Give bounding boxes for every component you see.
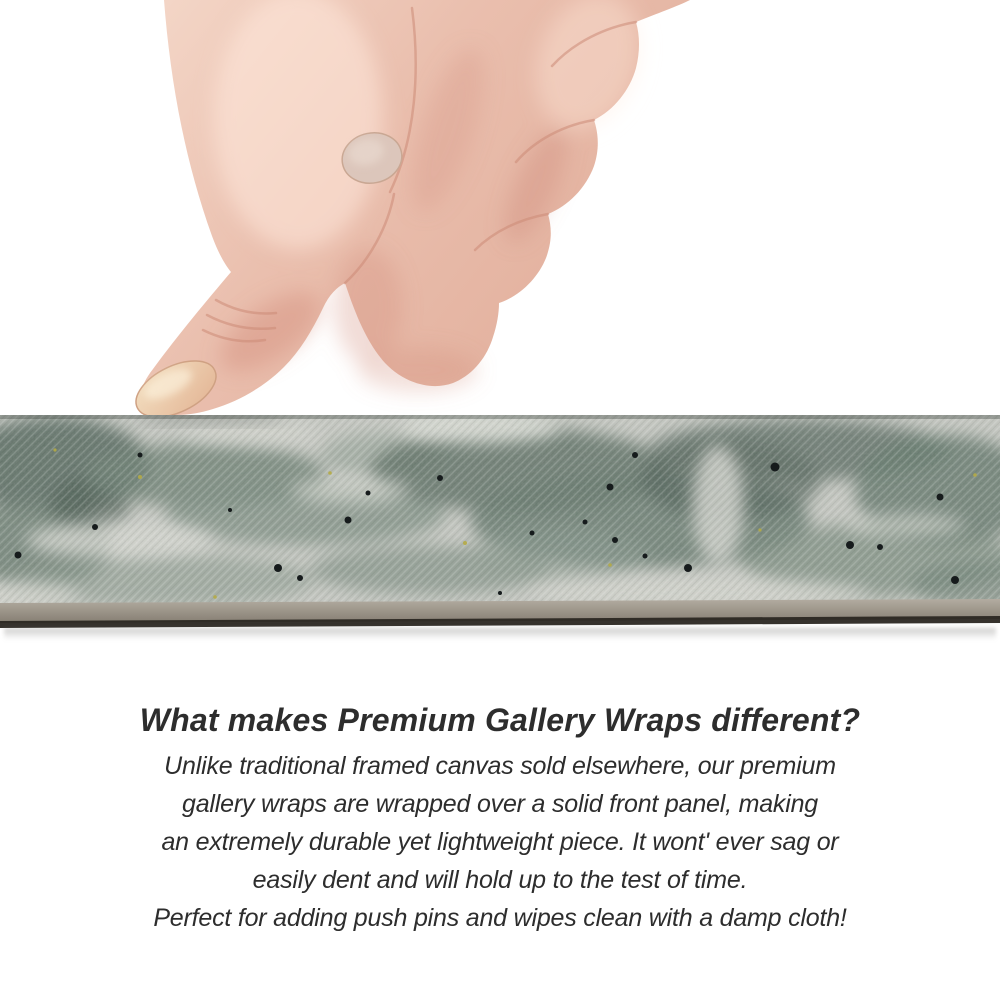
marketing-copy <box>0 699 1000 937</box>
canvas-edge-strip <box>0 415 1000 632</box>
strip-drop-shadow <box>4 628 996 640</box>
body-line-1: Unlike traditional framed canvas sold elsewhere, our premium <box>164 752 836 780</box>
headline: What makes Premium Gallery Wraps different? <box>139 702 861 738</box>
hand-photo <box>118 0 698 418</box>
body-line-3: an extremely durable yet lightweight piece. It wont' ever sag or <box>161 828 839 856</box>
body-line-2: gallery wraps are wrapped over a solid front panel, making <box>182 790 818 818</box>
body-line-5: Perfect for adding push pins and wipes clean with a damp cloth! <box>153 904 847 932</box>
body-line-4: easily dent and will hold up to the test of time. <box>252 866 748 894</box>
